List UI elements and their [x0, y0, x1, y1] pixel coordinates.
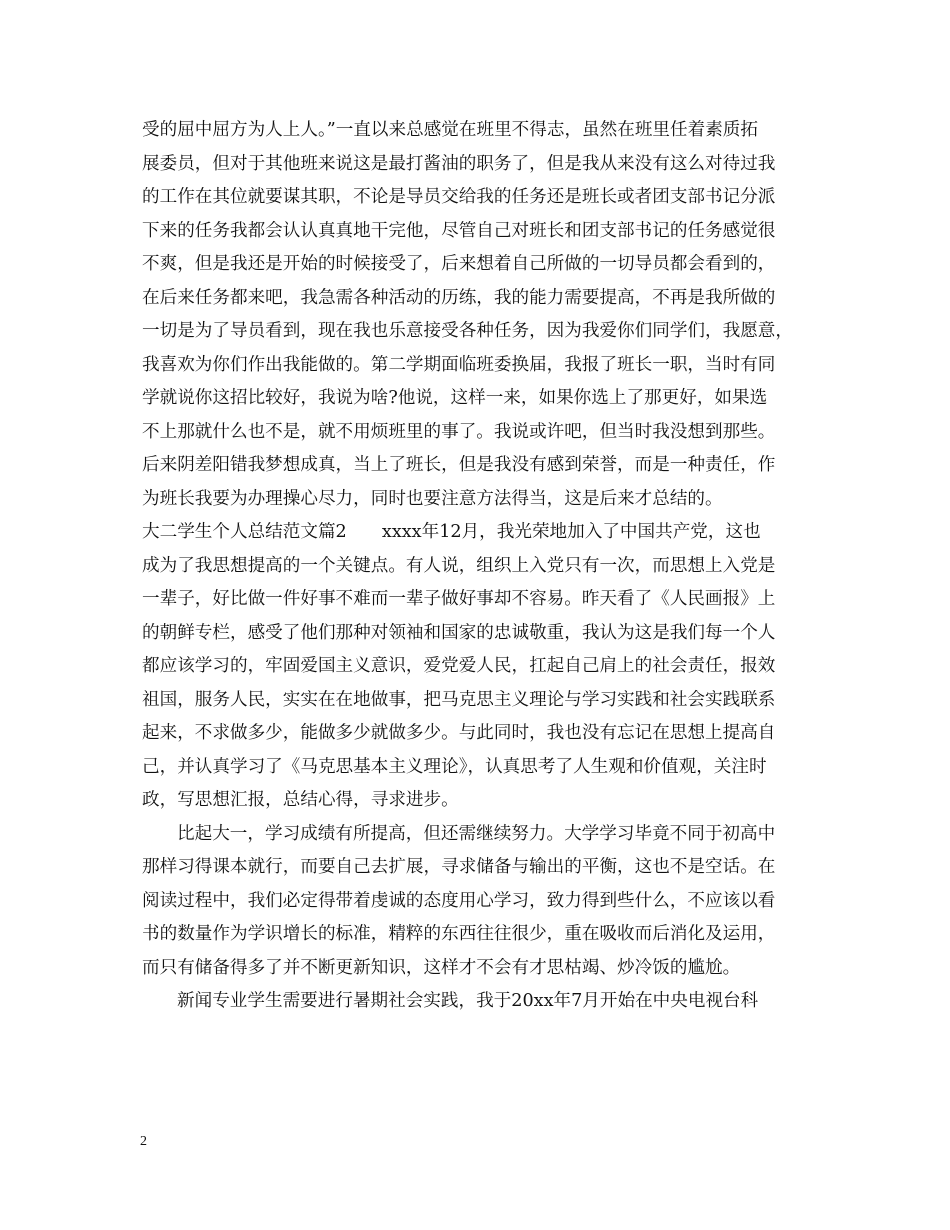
text-line: 一辈子，好比做一件好事不难而一辈子做好事却不容易。昨天看了《人民画报》上 [142, 589, 776, 609]
text-line: 成为了我思想提高的一个关键点。有人说，组织上入党只有一次，而思想上入党是 [142, 555, 776, 576]
page-number: 2 [140, 1134, 147, 1149]
text-line: 己，并认真学习了《马克思基本主义理论》，认真思考了人生观和价值观，关注时 [142, 756, 767, 777]
text-line: 起来，不求做多少，能做多少就做多少。与此同时，我也没有忘记在思想上提高自 [142, 723, 776, 743]
text-line: 不爽，但是我还是开始的时候接受了，后来想着自己所做的一切导员都会看到的， [142, 254, 776, 274]
text-line: 学就说你这招比较好，我说为啥?他说，这样一来，如果你选上了那更好，如果选 [142, 388, 768, 408]
text-line: 的朝鲜专栏，感受了他们那种对领袖和国家的忠诚敬重，我认为这是我们每一个人 [142, 622, 776, 643]
text-line: 不上那就什么也不是，就不用烦班里的事了。我说或许吧，但当时我没想到那些。 [142, 421, 776, 442]
text-line: 为班长我要为办理操心尽力，同时也要注意方法得当，这是后来才总结的。 [142, 488, 723, 509]
text-line: 而只有储备得多了并不断更新知识，这样才不会有才思枯竭、炒冷饭的尴尬。 [142, 957, 741, 978]
section-heading-line: 大二学生个人总结范文篇2 xxxx年12月，我光荣地加入了中国共产党，这也 [142, 522, 761, 542]
text-line: 的工作在其位就要谋其职，不论是导员交给我的任务还是班长或者团支部书记分派 [142, 187, 776, 207]
text-line: 书的数量作为学识增长的标准，精粹的东西往往很少，重在吸收而后消化及运用， [142, 924, 776, 944]
text-line: 展委员，但对于其他班来说这是最打酱油的职务了，但是我从来没有这么对待过我 [142, 153, 776, 174]
paragraph-start-line: 比起大一，学习成绩有所提高，但还需继续努力。大学学习毕竟不同于初高中 [177, 823, 776, 844]
text-line: 阅读过程中，我们必定得带着虔诚的态度用心学习，致力得到些什么，不应该以看 [142, 890, 776, 911]
text-line: 都应该学习的，牢固爱国主义意识，爱党爱人民，扛起自己肩上的社会责任，报效 [142, 656, 776, 676]
text-line: 受的屈中屈方为人上人。”一直以来总感觉在班里不得志，虽然在班里任着素质拓 [142, 120, 758, 140]
body-text [142, 114, 822, 1019]
paragraph-start-line: 新闻专业学生需要进行暑期社会实践，我于20xx年7月开始在中央电视台科 [177, 991, 759, 1011]
text-line: 祖国，服务人民，实实在在地做事，把马克思主义理论与学习实践和社会实践联系 [142, 689, 776, 710]
text-line: 我喜欢为你们作出我能做的。第二学期面临班委换届，我报了班长一职，当时有同 [142, 354, 776, 375]
text-line: 在后来任务都来吧，我急需各种活动的历练，我的能力需要提高，不再是我所做的 [142, 287, 776, 308]
text-line: 那样习得课本就行，而要自己去扩展，寻求储备与输出的平衡，这也不是空话。在 [142, 857, 776, 877]
text-line: 一切是为了导员看到，现在我也乐意接受各种任务，因为我爱你们同学们，我愿意， [142, 321, 793, 341]
text-line: 政，写思想汇报，总结心得，寻求进步。 [142, 790, 459, 810]
text-line: 下来的任务我都会认认真真地干完他，尽管自己对班长和团支部书记的任务感觉很 [142, 220, 776, 241]
text-line: 后来阴差阳错我梦想成真，当上了班长，但是我没有感到荣誉，而是一种责任，作 [142, 455, 776, 475]
